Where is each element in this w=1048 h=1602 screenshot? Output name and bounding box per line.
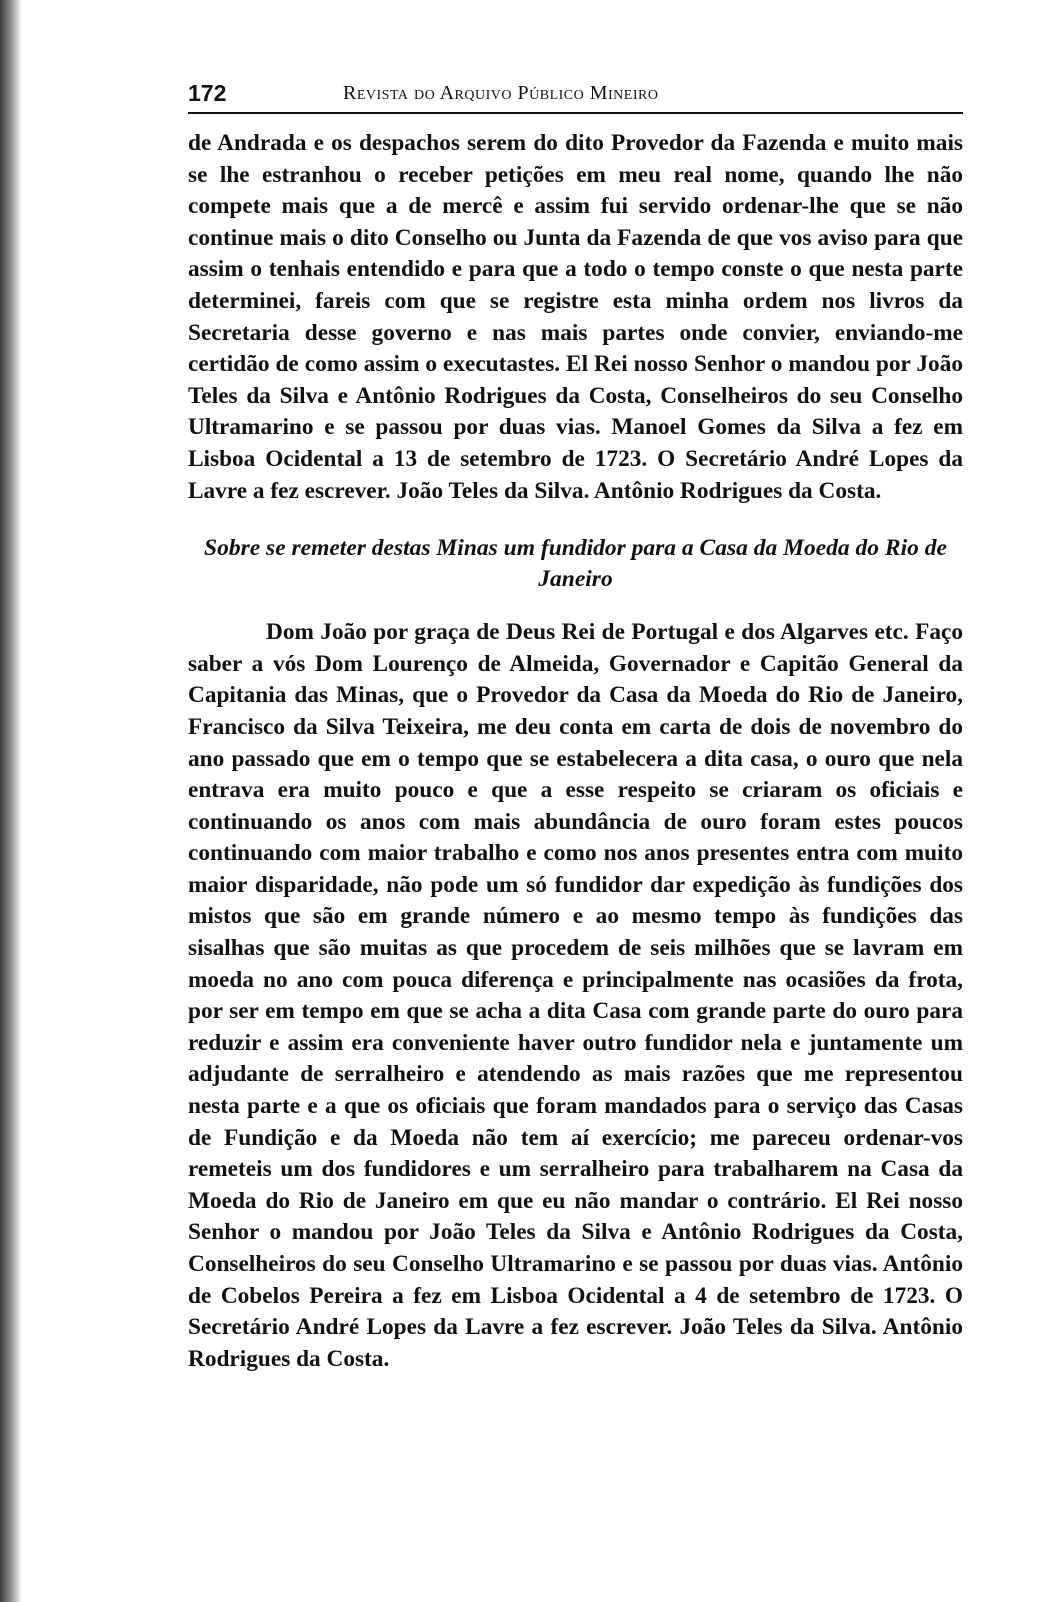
running-head <box>188 78 963 114</box>
journal-title: Revista do Arquivo Público Mineiro <box>343 82 659 104</box>
page-number: 172 <box>188 80 227 106</box>
body-paragraph-1: de Andrada e os despachos serem do dito Provedor da Fazenda e muito mais se lhe estranhou o receber petições em meu real nome, quando lhe não compete mais que a de mercê e assim fui servido ordenar-lhe que se não continue mais o dito Conselho ou Junta da Fazenda de que vos aviso para que assim o tenhais entendido e para que a todo o tempo conste o que nesta parte determinei, fareis com que se registre esta minha ordem nos livros da Secretaria desse governo e nas mais partes onde convier, enviando-me certidão de como assim o executastes. El Rei nosso Senhor o mandou por João Teles da Silva e Antônio Rodrigues da Costa, Conselheiros do seu Conselho Ultramarino e se passou por duas vias. Manoel Gomes da Silva a fez em Lisboa Ocidental a 13 de setembro de 1723. O Secretário André Lopes da Lavre a fez escrever. João Teles da Silva. Antônio Rodrigues da Costa. <box>188 130 963 504</box>
body-paragraph-2: Dom João por graça de Deus Rei de Portugal e dos Algarves etc. Faço saber a vós Dom Lourenço de Almeida, Governador e Capitão General da Capitania das Minas, que o Provedor da Casa da Moeda do Rio de Janeiro, Francisco da Silva Teixeira, me deu conta em carta de dois de novembro do ano passado que em o tempo que se estabelecera a dita casa, o ouro que nela entrava era muito pouco e que a esse respeito se criaram os oficiais e continuando os anos com mais abundância de ouro foram estes poucos continuando com maior trabalho e como nos anos presentes entra com muito maior disparidade, não pode um só fundidor dar expedição às fundições dos mistos que são em grande número e ao mesmo tempo às fundições das sisalhas que são muitas as que procedem de seis milhões que se lavram em moeda no ano com pouca diferença e principalmente nas ocasiões da frota, por ser em tempo em que se acha a dita Casa com grande parte do ouro para reduzir e assim era conveniente haver outro fundidor nela e juntamente um adjudante de serralheiro e atendendo as mais razões que me representou nesta parte e a que os oficiais que foram mandados para o serviço das Casas de Fundição e da Moeda não tem aí exercício; me pareceu ordenar-vos remeteis um dos fundidores e um serralheiro para trabalharem na Casa da Moeda do Rio de Janeiro em que eu não mandar o contrário. El Rei nosso Senhor o mandou por João Teles da Silva e Antônio Rodrigues da Costa, Conselheiros do seu Conselho Ultramarino e se passou por duas vias. Antônio de Cobelos Pereira a fez em Lisboa Ocidental a 4 de setembro de 1723. O Secretário André Lopes da Lavre a fez escrever. João Teles da Silva. Antônio Rodrigues da Costa. <box>188 619 963 1372</box>
page <box>188 78 963 1375</box>
section-title: Sobre se remeter destas Minas um fundidor para a Casa da Moeda do Rio de Janeiro <box>204 535 947 593</box>
binding-edge <box>0 0 22 1602</box>
